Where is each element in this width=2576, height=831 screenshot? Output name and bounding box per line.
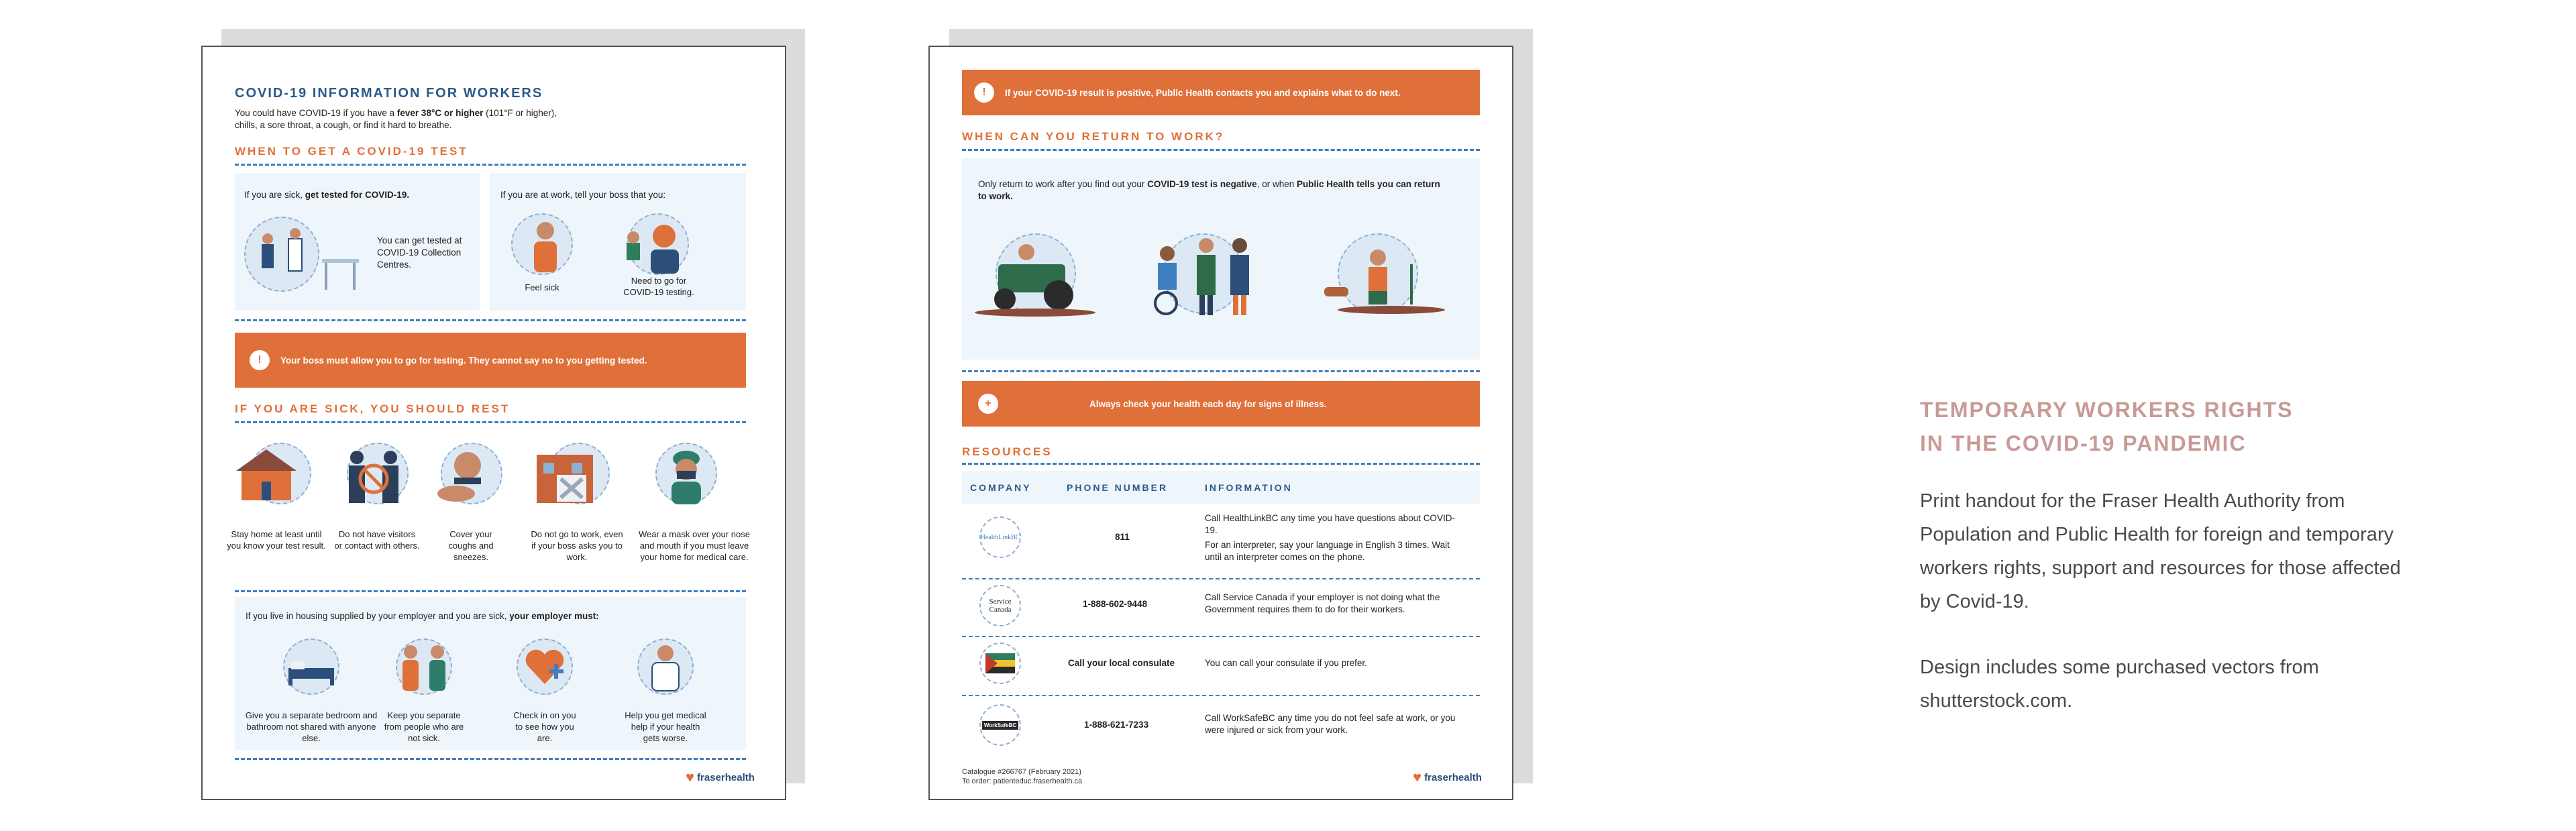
bed-icon <box>284 653 338 687</box>
catalogue-info: Catalogue #266767 (February 2021) To order: patienteduc.fraserhealth.ca <box>962 768 1083 785</box>
clinic-icon <box>255 225 369 292</box>
group-of-workers-icon <box>1139 233 1273 318</box>
sneeze-icon <box>431 447 504 507</box>
divider <box>235 590 746 592</box>
divider <box>235 319 746 321</box>
row-divider <box>962 695 1480 696</box>
worksafebc-logo: WorkSafeBC <box>979 704 1021 746</box>
warning-icon: ! <box>974 82 994 103</box>
return-text: Only return to work after you find out your COVID-19 test is negative, or when Public Health tells you can return to work. <box>978 179 1440 201</box>
project-description: Print handout for the Fraser Health Authority from Population and Public Health for foreign and temporary workers rights, support and resources for those affected by Covid-19. <box>1920 490 2401 612</box>
rest-item-5: Wear a mask over your nose and mouth if you must leave your home for medical care. <box>639 529 750 562</box>
project-title: TEMPORARY WORKERS RIGHTS IN THE COVID-19 PANDEMIC <box>1920 398 2294 455</box>
tractor-icon <box>971 237 1099 318</box>
rest-item-3: Cover your coughs and sneezes. <box>448 529 494 562</box>
rest-item-1: Stay home at least until you know your test result. <box>227 529 326 551</box>
positive-result-banner: ! If your COVID-19 result is positive, Public Health contacts you and explains what to do next. <box>962 70 1480 115</box>
employer-item-1: Give you a separate bedroom and bathroom not shared with anyone else. <box>245 710 378 743</box>
divider <box>235 758 746 760</box>
col-info: INFORMATION <box>1205 482 1293 493</box>
sick-get-tested: If you are sick, get tested for COVID-19. <box>244 190 410 200</box>
swab-test-icon <box>617 216 691 276</box>
heart-logo-icon: ♥ <box>686 769 695 785</box>
farmer-icon <box>1311 237 1445 318</box>
health-check-icon: + <box>978 394 998 414</box>
tell-boss: If you are at work, tell your boss that you: <box>500 190 666 200</box>
row-divider <box>962 636 1480 637</box>
rest-item-2: Do not have visitors or contact with others. <box>334 529 420 551</box>
housing-panel <box>235 597 746 750</box>
info-service-canada: Call Service Canada if your employer is not doing what the Government requires them to do for their workers. <box>1205 592 1440 614</box>
collection-centres: You can get tested at COVID-19 Collection Centres. <box>377 235 462 270</box>
warning-icon: ! <box>250 350 270 370</box>
divider <box>962 463 1480 465</box>
project-credit: Design includes some purchased vectors from shutterstock.com. <box>1920 657 2319 712</box>
page1-intro: You could have COVID-19 if you have a fever 38°C or higher (101°F or higher), chills, a sore throat, a cough, or find it hard to breathe. <box>235 108 557 130</box>
info-consulate: You can call your consulate if you prefer. <box>1205 658 1367 668</box>
fraserhealth-logo: ♥ fraserhealth <box>686 769 755 785</box>
housing-text: If you live in housing supplied by your employer and you are sick, your employer must: <box>246 611 599 621</box>
phone-service-canada: 1-888-602-9448 <box>1083 599 1148 609</box>
call-consulate: Call your local consulate <box>1068 658 1175 668</box>
info-worksafebc: Call WorkSafeBC any time you do not feel safe at work, or you were injured or sick from your work. <box>1205 713 1456 735</box>
closed-business-icon <box>531 448 612 508</box>
handout-page-2 <box>928 46 1513 800</box>
test-panel-right <box>490 173 746 311</box>
employer-item-3: Check in on you to see how you are. <box>513 710 576 743</box>
sick-person-icon <box>522 216 569 276</box>
section-resources: RESOURCES <box>962 445 1053 458</box>
fraserhealth-logo-2: ♥ fraserhealth <box>1413 769 1482 785</box>
page1-title: COVID-19 INFORMATION FOR WORKERS <box>235 86 543 101</box>
col-company: COMPANY <box>970 482 1032 493</box>
rest-item-4: Do not go to work, even if your boss asks you to work. <box>531 529 623 562</box>
healthlinkbc-logo: HealthLinkBC <box>979 516 1021 558</box>
heart-logo-icon: ♥ <box>1413 769 1422 785</box>
employer-item-4: Help you get medical help if your health gets worse. <box>625 710 706 743</box>
return-panel <box>962 158 1480 359</box>
need-test-label: Need to go for COVID-19 testing. <box>623 276 694 297</box>
employer-item-2: Keep you separate from people who are not sick. <box>384 710 464 743</box>
handout-page-1 <box>201 46 786 800</box>
divider <box>962 370 1480 372</box>
heart-plus-icon <box>523 647 566 687</box>
masked-person-icon <box>655 447 717 507</box>
section-when-test: WHEN TO GET A COVID-19 TEST <box>235 145 468 158</box>
divider <box>235 164 746 166</box>
divider <box>235 421 746 423</box>
phone-811: 811 <box>1115 532 1130 542</box>
consulate-flag-icon <box>979 643 1021 684</box>
section-rest: IF YOU ARE SICK, YOU SHOULD REST <box>235 402 511 415</box>
test-panel-left <box>235 173 480 311</box>
boss-must-allow-banner: ! Your boss must allow you to go for testing. They cannot say no to you getting tested. <box>235 333 746 388</box>
section-return: WHEN CAN YOU RETURN TO WORK? <box>962 130 1225 143</box>
house-icon <box>229 444 310 504</box>
doctor-icon <box>641 641 690 695</box>
phone-worksafebc: 1-888-621-7233 <box>1084 720 1149 730</box>
service-canada-logo: Service Canada <box>979 585 1021 626</box>
people-separate-icon <box>393 641 455 695</box>
check-health-banner: + Always check your health each day for signs of illness. <box>962 381 1480 427</box>
info-interpreter: For an interpreter, say your language in English 3 times. Wait until an interpreter comes on the phone. <box>1205 540 1450 562</box>
no-contact-icon <box>337 445 411 506</box>
resources-header <box>962 471 1480 504</box>
row-divider <box>962 578 1480 579</box>
col-phone: PHONE NUMBER <box>1067 482 1169 493</box>
info-healthlinkbc: Call HealthLinkBC any time you have questions about COVID-19. <box>1205 513 1455 535</box>
feel-sick-label: Feel sick <box>525 282 559 292</box>
flag-icon <box>985 653 1015 673</box>
divider <box>962 149 1480 151</box>
